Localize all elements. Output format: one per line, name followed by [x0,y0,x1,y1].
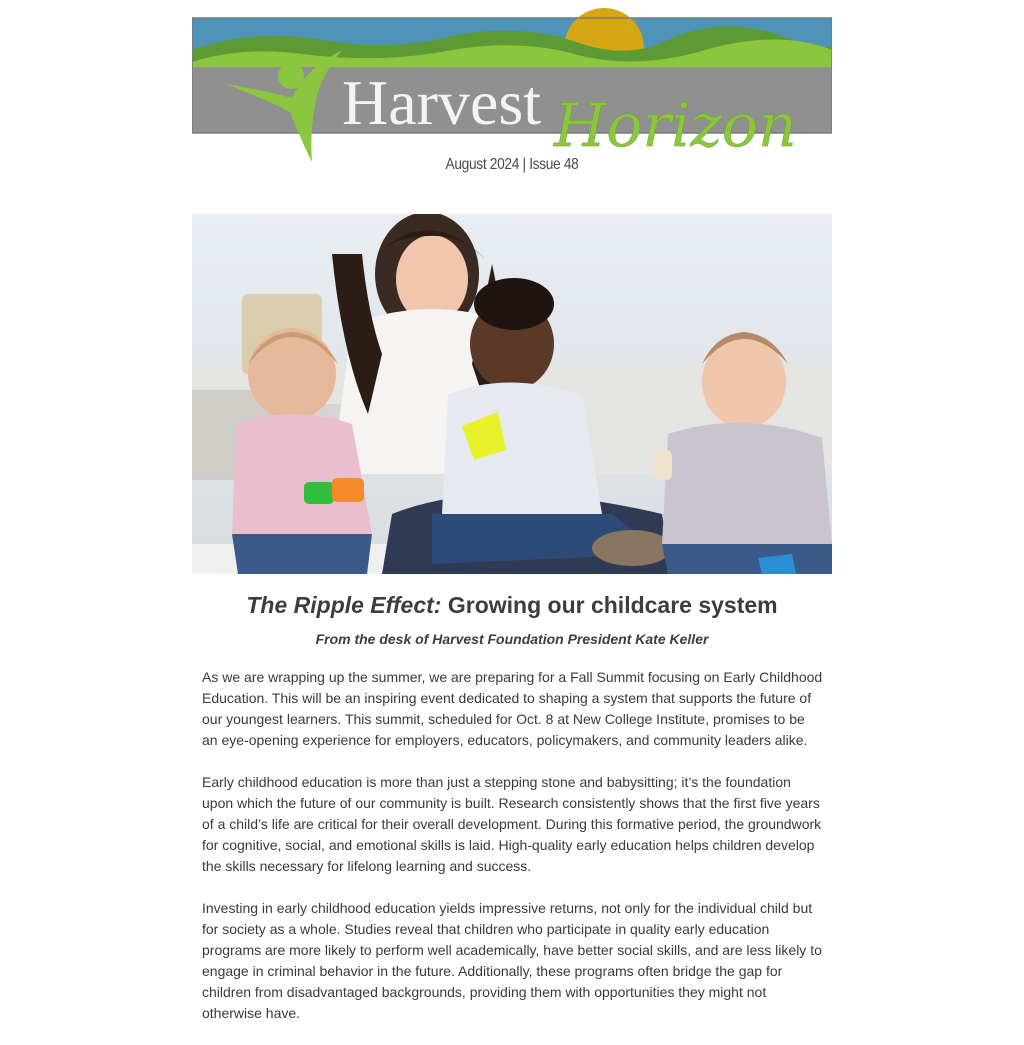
article-paragraph: Investing in early childhood education yields impressive returns, not only for the individual child but for society as a whole. Studies reveal that children who participate in quality early education programs are more likely to perform well academically, have better social skills, and are less likely to engage in criminal behavior in the future. Additionally, these programs often bridge the gap for children from disadvantaged backgrounds, providing them with opportunities they might not otherwise have. [202,900,822,1021]
photo-children-playing-icon [192,214,832,574]
article-byline: From the desk of Harvest Foundation President Kate Keller [315,631,709,647]
article-body [202,667,824,1045]
issue-date: August 2024 | Issue 48 [445,156,579,173]
article-title-rest: Growing our childcare system [441,592,778,618]
masthead-title-primary: Harvest [342,67,542,138]
masthead-title-secondary: Horizon [554,91,797,161]
article-paragraph: As we are wrapping up the summer, we are preparing for a Fall Summit focusing on Early Childhood Education. This will be an inspiring event dedicated to shaping a system that supports the future of our youngest learners. This summit, scheduled for Oct. 8 at New College Institute, promises to be an eye-opening experience for employers, educators, policymakers, and community leaders alike. [202,669,823,748]
hero-photo [192,214,832,574]
masthead-graphic [192,0,832,180]
article-title-emphasis: The Ripple Effect: [246,592,442,618]
article-paragraph: Early childhood education is more than just a stepping stone and babysitting; it’s the foundation upon which the future of our community is built. Research consistently shows that the first five years of a child’s life are critical for their overall development. During this formative period, the groundwork for cognitive, social, and emotional skills is laid. High-quality early education helps children develop the skills necessary for lifelong learning and success. [202,774,822,874]
masthead-banner [192,0,832,180]
article-title [192,592,832,619]
